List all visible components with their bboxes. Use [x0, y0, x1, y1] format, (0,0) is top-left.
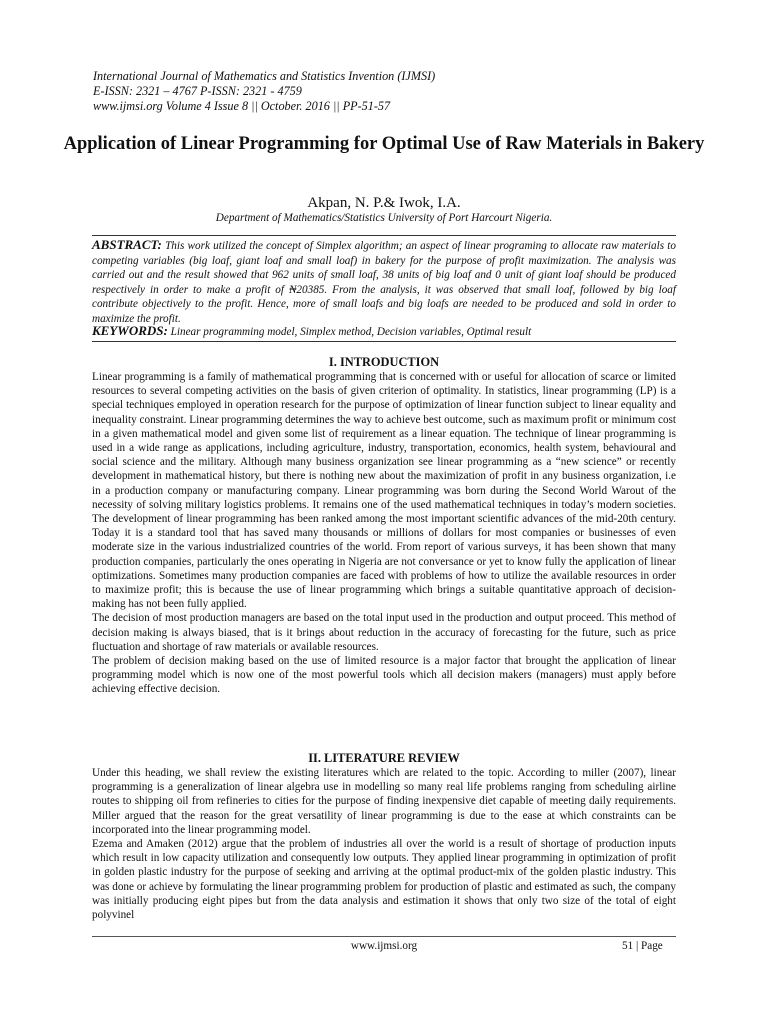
paper-title: Application of Linear Programming for Optimal Use of Raw Materials in Bakery [63, 134, 705, 154]
paragraph: Linear programming is a family of mathematical programming that is concerned with or useful for allocation of scarce or limited resources to several competing activities on the basis of given criterion of optimality. In statistics, linear programming (LP) is a special techniques employed in operation research for the purpose of optimization of linear function subject to linear equality and inequality constraint. Linear programming determines the way to achieve best outcome, such as maximum profit or minimum cost in a given mathematical model and given some list of requirement as a linear equation. The technique of linear programming is used in a wide range as applications, including agriculture, industry, transportation, economics, health system, behavioural and social science and the military. Although many business organization see linear programming as a “new science” or recently development in mathematical history, but there is nothing new about the maximization of profit in any business organization, i.e in a production company or manufacturing company. Linear programming was born during the Second World Warout of the necessity of solving military logistics problems. It remains one of the used mathematical techniques in today’s modern societies. The development of linear programming has been ranked among the most important scientific advances of the mid-20th century. Today it is a standard tool that has saved many thousands or millions of dollars for most companies or businesses of even moderate size in the various industrialized countries of the world. From report of various surveys, it has been shown that many production companies, particularly the ones operating in Nigeria are not conversance or yet to know fully the application of linear optimizations. Sometimes many production companies are faced with problems of how to utilize the available resources in order to maximize profit; this is because the use of linear programming which brings a suitable quantitative approach of decision-making has not been fully applied. [92, 371, 676, 611]
literature-review-body [92, 766, 676, 922]
abstract [92, 238, 676, 327]
keywords-text: Linear programming model, Simplex method, Decision variables, Optimal result [170, 326, 532, 338]
keywords [92, 324, 676, 340]
paragraph: The problem of decision making based on the use of limited resource is a major factor that brought the application of linear programming model which is now one of the most powerful tools which all decision makers (managers) must apply before achieving effective decision. [92, 655, 676, 696]
page-number: 51 | Page [622, 940, 663, 952]
journal-volume: www.ijmsi.org Volume 4 Issue 8 || October. 2016 || PP-51-57 [93, 99, 391, 113]
introduction-body [92, 370, 676, 697]
footer-rule [92, 936, 676, 937]
footer-url[interactable]: www.ijmsi.org [350, 940, 418, 952]
keywords-label: KEYWORDS: [92, 323, 168, 338]
abstract-text: This work utilized the concept of Simplex algorithm; an aspect of linear programing to allocate raw materials to competing variables (big loaf, giant loaf and small loaf) in bakery for the purpose of profit maximization. The analysis was carried out and the result showed that 962 units of small loaf, 38 units of big loaf and 0 unit of giant loaf should be produced respectively in order to make a profit of ₦20385. From the analysis, it was observed that small loaf, followed by big loaf contribute objectively to the profit. Hence, more of small loafs and big loafs are needed to be produced and sold in order to maximize the profit. [92, 240, 677, 325]
journal-issn: E-ISSN: 2321 – 4767 P-ISSN: 2321 - 4759 [93, 84, 302, 98]
author-affiliation: Department of Mathematics/Statistics University of Port Harcourt Nigeria. [215, 212, 553, 224]
paragraph: The decision of most production managers are based on the total input used in the production and output proceed. This method of decision making is always biased, that is it brings about reduction in the accuracy of forecasting for the future, such as price fluctuation and shortage of raw materials or available resources. [92, 612, 676, 653]
abstract-bottom-rule [92, 341, 676, 342]
abstract-label: ABSTRACT: [92, 237, 162, 252]
paper-authors: Akpan, N. P.& Iwok, I.A. [307, 195, 461, 211]
paragraph: Under this heading, we shall review the existing literatures which are related to the topic. According to miller (2007), linear programming is a generalization of linear algebra use in modelling so many real life problems ranging from scheduling airline routes to shipping oil from refineries to cities for the purpose of finding inexpensive diet capable of meeting daily requirements. Miller argued that the reason for the great versatility of linear programming is due to the ease at which constraints can be incorporated into the linear programming model. [92, 767, 676, 836]
journal-header [93, 69, 435, 114]
section-heading-literature-review: II. LITERATURE REVIEW [308, 751, 460, 765]
paragraph: Ezema and Amaken (2012) argue that the problem of industries all over the world is a result of shortage of production inputs which result in low capacity utilization and consequently low outputs. They applied linear programming in optimization of profit in golden plastic industry for the purpose of seeking and arriving at the optimal product-mix of the golden plastic industry. This was done or achieve by formulating the linear programming problem for production of plastic and estimated as such, the company was initially producing eight pipes but from the data analysis and estimation it shows that only two size of the total of eight polyvinel [92, 838, 676, 922]
journal-name: International Journal of Mathematics and Statistics Invention (IJMSI) [93, 69, 436, 83]
abstract-top-rule [92, 235, 676, 236]
section-heading-introduction: I. INTRODUCTION [328, 355, 440, 369]
